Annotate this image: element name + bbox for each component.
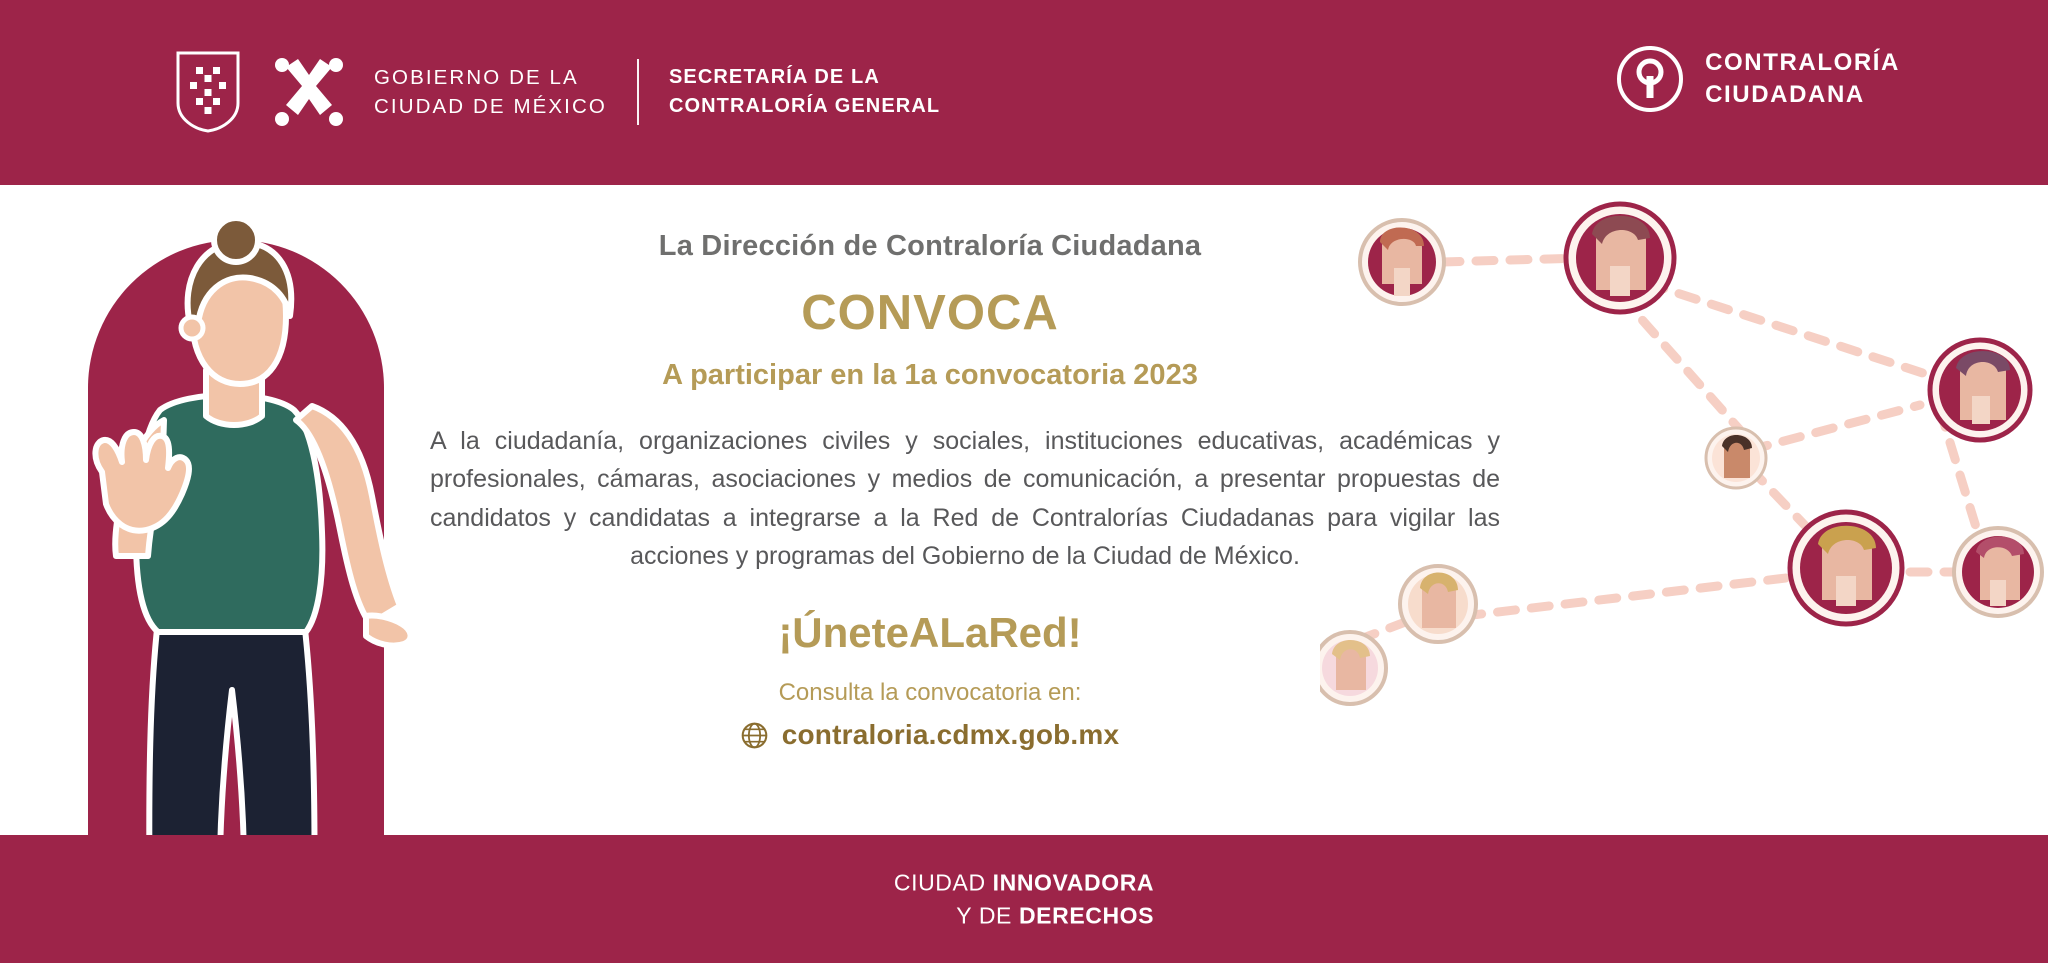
brand-line-2: CIUDADANA [1705, 81, 1865, 108]
government-line-1: GOBIERNO DE LA [374, 65, 579, 89]
main-content [430, 200, 1500, 751]
network-avatar-3 [1930, 340, 2030, 440]
cdmx-logo-icon [270, 53, 348, 131]
footer-slogan-line-1 [894, 866, 1154, 899]
footer-slogan-1-bold: INNOVADORA [992, 869, 1155, 896]
network-avatar-5 [1400, 566, 1476, 642]
heading-convoca: CONVOCA [801, 286, 1059, 340]
body-paragraph: A la ciudadanía, organizaciones civiles y sociales, instituciones educativas, académicas y profesionales, cámaras, asociaciones y medios de comunicación, a presentar propuestas de candidatos y candidatas a integrarse a la Red de Contralorías Ciudadanas para vigilar las acciones y programas del Gobierno de la Ciudad de México. [430, 427, 1500, 570]
network-avatar-7 [1790, 512, 1902, 624]
network-avatar-8 [1954, 528, 2042, 616]
cdmx-shield-icon [176, 51, 240, 133]
campaign-slogan: ¡ÚneteALaRed! [778, 609, 1082, 656]
network-avatar-6 [1320, 632, 1386, 704]
brand-line-1: CONTRALORÍA [1705, 49, 1900, 77]
heading-line-1: La Dirección de Contraloría Ciudadana [658, 230, 1202, 262]
government-name [374, 63, 607, 121]
header-divider [637, 59, 639, 125]
secretariat-line-1: SECRETARÍA DE LA [668, 66, 880, 88]
network-avatar-2 [1566, 204, 1674, 312]
footer-slogan [894, 866, 1154, 931]
government-line-2: CIUDAD DE MÉXICO [374, 95, 607, 118]
website-url[interactable]: contraloria.cdmx.gob.mx [781, 719, 1120, 750]
brand-name [1705, 47, 1900, 110]
footer-bar [0, 835, 2048, 963]
header-left-group [176, 32, 940, 152]
footer-slogan-1-plain: CIUDAD [893, 869, 993, 896]
contraloria-ciudadana-icon [1617, 46, 1683, 112]
people-network-illustration [1320, 200, 2048, 820]
globe-icon [741, 722, 768, 749]
footer-slogan-2-plain: Y DE [956, 902, 1019, 928]
website-row[interactable] [430, 719, 1430, 751]
footer-slogan-line-2 [894, 899, 1154, 932]
header-bar [0, 0, 2048, 185]
secretariat-line-2: CONTRALORÍA GENERAL [668, 95, 941, 117]
heading-line-3: A participar en la 1a convocatoria 2023 [662, 359, 1198, 391]
network-avatar-4 [1706, 428, 1766, 488]
footer-slogan-2-bold: DERECHOS [1018, 902, 1155, 928]
header-right-group [1617, 46, 1900, 112]
secretariat-name [669, 63, 940, 121]
network-avatar-1 [1360, 220, 1444, 304]
consulta-label: Consulta la convocatoria en: [778, 679, 1082, 706]
